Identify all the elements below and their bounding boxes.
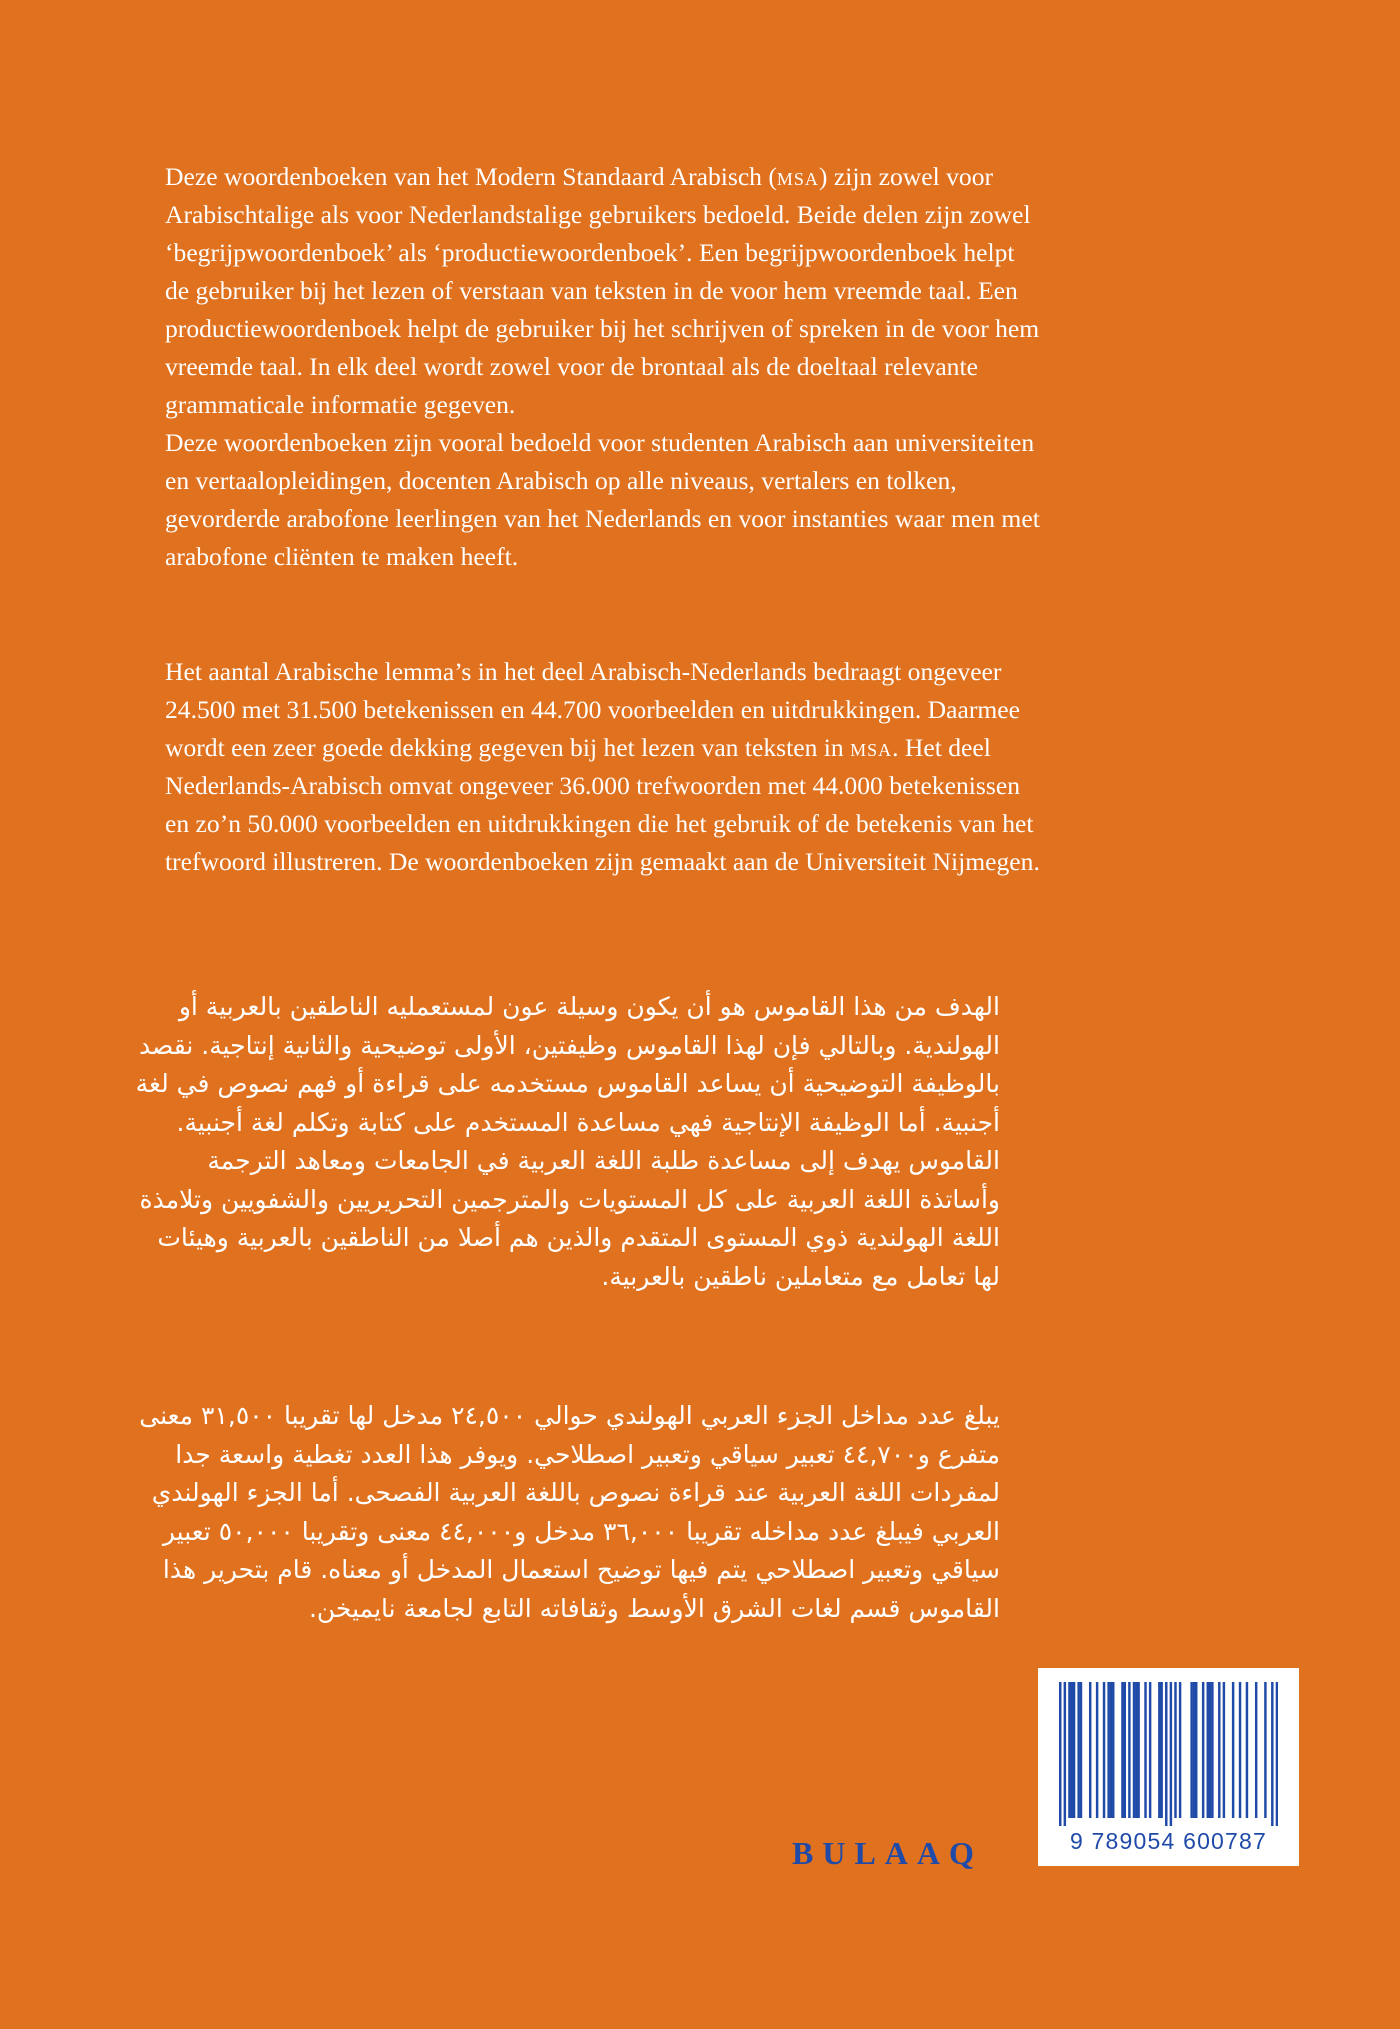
text-run: ) zijn zowel voor Arabischtalige als voor Nederlandstalige gebruikers bedoeld. Beide delen zijn zowel ‘begrijpwoordenboek’ als ‘productiewoordenboek’. Een begrijpwoordenboek helpt de gebruiker bij het lezen of verstaan van teksten in de voor hem vreemde taal. Een productiewoordenboek helpt de gebruiker bij het schrijven of spreken in de voor hem vreemde taal. In elk deel wordt zowel voor de brontaal als de doeltaal relevante grammaticale informatie gegeven. [165,162,1040,419]
barcode-bars [1059,1682,1278,1826]
barcode-bar [1107,1682,1109,1818]
barcode-bar [1080,1682,1082,1818]
barcode-bar [1160,1682,1162,1818]
barcode-bar [1089,1682,1091,1818]
arabic-paragraph-1: الهدف من هذا القاموس هو أن يكون وسيلة عون لمستعمليه الناطقين بالعربية أو الهولندية. وبالتالي فإن لهذا القاموس وظيفتين، الأولى توضيحية والثانية إنتاجية. نقصد بالوظيفة التوضيحية أن يساعد القاموس مستخدمه على قراءة أو فهم نصوص في لغة أجنبية. أما الوظيفة الإنتاجية فهي مساعدة المستخدم على كتابة وتكلم لغة أجنبية. [135,992,1000,1137]
barcode-bar [1190,1682,1192,1818]
barcode-bar [1128,1682,1130,1818]
dutch-description [165,158,1045,576]
text-run: Deze woordenboeken zijn vooral bedoeld voor studenten Arabisch aan universiteiten en vertaalopleidingen, docenten Arabisch op alle niveaus, vertalers en tolken, gevorderde arabofone leerlingen van het Nederlands en voor instanties waar men met arabofone cliënten te maken heeft. [165,428,1040,571]
barcode-bar [1276,1682,1278,1826]
abbreviation: msa [850,733,893,762]
barcode-bar [1064,1682,1066,1826]
arabic-statistics [135,1397,1000,1628]
barcode-bar [1144,1682,1146,1818]
barcode-bar [1209,1682,1211,1818]
barcode-bar [1112,1682,1114,1818]
barcode-bar [1193,1682,1195,1818]
barcode-bar [1232,1682,1234,1818]
barcode-bar [1239,1682,1241,1818]
arabic-paragraph-2: القاموس يهدف إلى مساعدة طلبة اللغة العربية في الجامعات ومعاهد الترجمة وأساتذة اللغة العربية على كل المستويات والمترجمين التحريريين والشفويين وتلامذة اللغة الهولندية ذوي المستوى المتقدم والذين هم أصلا من الناطقين بالعربية وهيئات لها تعامل مع متعاملين ناطقين بالعربية. [139,1146,1000,1291]
barcode-bar [1202,1682,1204,1818]
publisher-logo: BULAAQ [792,1835,983,1871]
barcode-bar [1218,1682,1220,1818]
barcode-bar [1077,1682,1079,1818]
barcode-bar [1073,1682,1075,1818]
barcode-bar [1096,1682,1098,1818]
abbreviation: msa [776,162,819,191]
barcode-bar [1071,1682,1073,1818]
barcode-bar [1068,1682,1070,1818]
dutch-statistics [165,653,1045,881]
text-run: Deze woordenboeken van het Modern Standaard Arabisch ( [165,162,777,191]
barcode-bar [1124,1682,1126,1818]
dutch-paragraph-1 [165,158,1045,424]
arabic-description [135,988,1000,1296]
dutch-paragraph-2 [165,424,1045,576]
barcode-bar [1165,1682,1167,1826]
barcode-bar [1103,1682,1105,1818]
arabic-paragraph-3: يبلغ عدد مداخل الجزء العربي الهولندي حوالي ٢٤,٥٠٠ مدخل لها تقريبا ٣١,٥٠٠ معنى متفرع و٤٤,٧٠٠ تعبير سياقي وتعبير اصطلاحي. ويوفر هذا العدد تغطية واسعة جدا لمفردات اللغة العربية عند قراءة نصوص باللغة العربية الفصحى. أما الجزء الهولندي العربي فيبلغ عدد مداخله تقريبا ٣٦,٠٠٠ مدخل و٤٤,٠٠٠ معنى وتقريبا ٥٠,٠٠٠ تعبير سياقي وتعبير اصطلاحي يتم فيها توضيح استعمال المدخل أو معناه. قام بتحرير هذا القاموس قسم لغات الشرق الأوسط وثقافاته التابع لجامعة نايميخن. [139,1401,1000,1623]
barcode-bar [1133,1682,1135,1818]
barcode-bar [1195,1682,1197,1818]
barcode-bar [1223,1682,1225,1818]
barcode-bar [1137,1682,1139,1818]
barcode-bar [1149,1682,1151,1818]
barcode-bar [1135,1682,1137,1818]
barcode-bar [1246,1682,1248,1818]
barcode-bar [1255,1682,1257,1818]
text-run: Het aantal Arabische lemma’s in het deel Arabisch-Nederlands bedraagt ongeveer 24.500 met 31.500 betekenissen en 44.700 voorbeelden en uitdrukkingen. Daarmee wordt een zeer goede dekking gegeven bij het lezen van teksten in [165,657,1021,762]
barcode-bar [1059,1682,1061,1826]
barcode-bar [1271,1682,1273,1826]
dutch-paragraph-3 [165,653,1045,881]
barcode-bar [1170,1682,1172,1826]
barcode-bar [1264,1682,1266,1818]
barcode-bar [1179,1682,1181,1818]
text-run: . Het deel Nederlands-Arabisch omvat ongeveer 36.000 trefwoorden met 44.000 betekenissen en zo’n 50.000 voorbeelden en uitdrukkingen die het gebruik of de betekenis van het trefwoord illustreren. De woordenboeken zijn gemaakt aan de Universiteit Nijmegen. [165,733,1040,876]
barcode-bar [1207,1682,1209,1818]
barcode-bar [1211,1682,1213,1818]
barcode-digits: 9 789054 600787 [1069,1828,1268,1854]
barcode-bar [1110,1682,1112,1818]
barcode-bar [1121,1682,1123,1818]
isbn-barcode [1038,1668,1299,1866]
barcode-bar [1158,1682,1160,1818]
barcode-bar [1174,1682,1176,1818]
